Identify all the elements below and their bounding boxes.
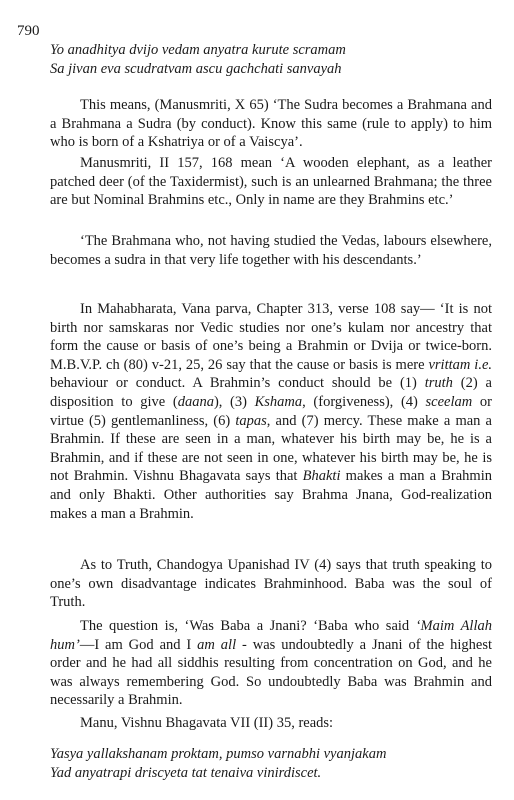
text-run: In Mahabharata, Vana parva, Chapter 313, verse 108 say— ‘It is not birth nor samskaras nor Vedic studies nor one’s kulam nor ancestry that form the cause or basis of one’s being a Brahmin or Dvija or twice-born. M.B.V.P. ch (80) v-21, 25, 26 say that the cause or basis is mere <box>50 301 492 373</box>
page-number: 790 <box>17 23 40 39</box>
term-sceelam: sceelam <box>425 393 473 410</box>
verse-line: Sa jivan eva scudratvam ascu gachchati sanvayah <box>50 60 342 77</box>
text-run: - was undoubtedly a Jnani of the highest order and he had all siddhis resulting from concentration on God, and he was always remembering God. So undoubtedly Baba was Brahmin and necessarily a Brahmin. <box>50 636 493 709</box>
text-run: ), (3) <box>213 393 255 410</box>
phrase-maim-allah-hum: ‘Maim Allah hum’ <box>50 618 492 653</box>
verse-line: Yasya yallakshanam proktam, pumso varnabhi vyanjakam <box>50 746 387 762</box>
text-run: behaviour or conduct. A Brahmin’s conduct should be (1) <box>50 375 425 392</box>
verse-top <box>50 41 492 78</box>
phrase-am-all: am all <box>197 636 237 653</box>
verse-line: Yo anadhitya dvijo vedam anyatra kurute scramam <box>50 42 346 58</box>
paragraph-manu-reads: Manu, Vishnu Bhagavata VII (II) 35, reads: <box>80 715 334 731</box>
term-truth: truth <box>424 375 453 392</box>
verse-bottom <box>50 745 492 782</box>
term-vrittam: vrittam <box>428 356 471 373</box>
term-ie: i.e. <box>474 356 493 373</box>
paragraph-manusmriti-ii157: Manusmriti, II 157, 168 mean ‘A wooden elephant, as a leather patched deer (of the Taxidermist), such is an unlearned Brahmana; the three are but Nominal Brahmins etc., Only in name are they Brahmins etc.’ <box>50 155 492 209</box>
text-run: The question is, ‘Was Baba a Jnani? ‘Baba who said <box>80 618 416 634</box>
text-run: , and (7) mercy. These make a man a Brahmin. If these are seen in a man, whatever his birth may be, he is a Brahmin, and if these are not seen in one, whatever his birth may be, he is not Brahmin. Vishnu Bhagavata says that <box>50 412 492 485</box>
paragraph-brahmana-sudra: ‘The Brahmana who, not having studied the Vedas, labours elsewhere, becomes a sudra in that very life together with his descendants.’ <box>50 233 492 268</box>
text-run: —I am God and I <box>79 636 198 653</box>
term-daana: daana <box>177 393 214 410</box>
term-bhakti: Bhakti <box>302 468 341 485</box>
paragraph-jnani <box>50 617 492 710</box>
text-run: makes a man a Brahmin and only Bhakti. Other authorities say Brahma Jnana, God-realization makes a man a Brahmin. <box>50 468 492 522</box>
verse-line: Yad anyatrapi driscyeta tat tenaiva vinirdiscet. <box>50 764 322 781</box>
text-run: , (forgiveness), (4) <box>302 393 426 410</box>
paragraph-truth: As to Truth, Chandogya Upanishad IV (4) says that truth speaking to one’s own disadvantage indicates Brahminhood. Baba was the soul of Truth. <box>50 557 492 611</box>
term-tapas: tapas <box>235 412 267 429</box>
paragraph-mahabharata <box>50 300 492 523</box>
text-run: or virtue (5) gentlemanliness, (6) <box>50 393 492 429</box>
text-run: (2) a disposition to give ( <box>50 375 492 410</box>
paragraph-manusmriti-x65: This means, (Manusmriti, X 65) ‘The Sudra becomes a Brahmana and a Brahmana a Sudra (by conduct). Know this same (rule to apply) to him who is born of a Kshatriya or of a Vaiscya’. <box>50 97 492 151</box>
term-kshama: Kshama <box>254 393 303 410</box>
